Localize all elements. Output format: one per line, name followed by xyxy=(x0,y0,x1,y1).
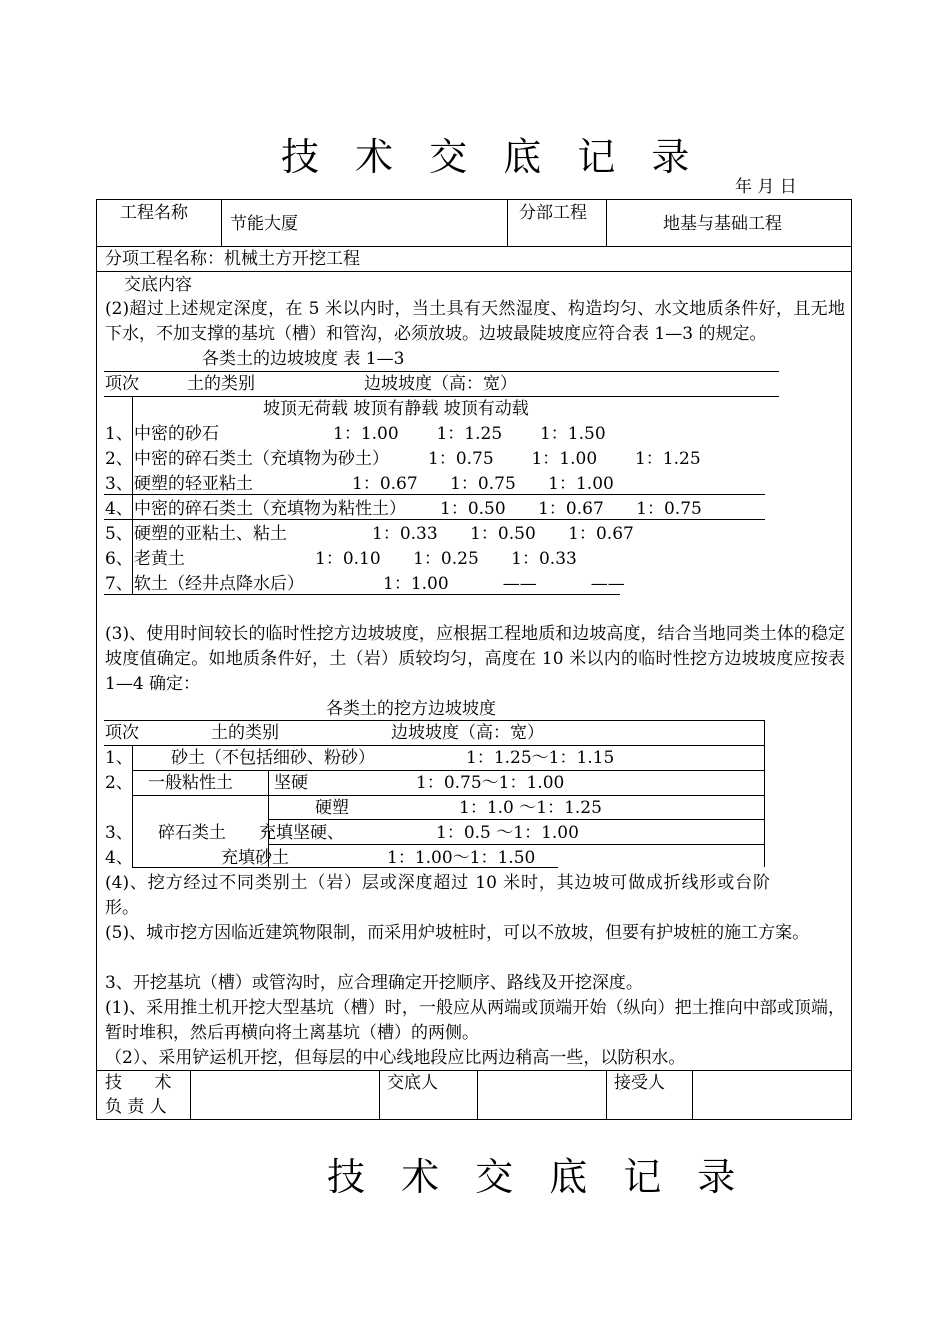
paragraph-3: (3)、使用时间较长的临时性挖方边坡坡度，应根据工程地质和边坡高度，结合当地同类土体的稳定坡度值确定。如地质条件好，土（岩）质较均匀，高度在 10 米以内的临时性挖方边坡坡度应按表 1—4 确定： xyxy=(105,624,845,694)
project-name-label: 工程名称 xyxy=(120,203,188,223)
table1-row-line xyxy=(104,494,765,495)
table2-row2-value: 1：0.75～1：1.00 xyxy=(416,773,565,793)
table2-row3-subtype: 充填坚硬、 xyxy=(259,823,344,843)
table2-row4-subtype: 充填砂土 xyxy=(221,848,289,868)
table2-row2b-subtype: 硬塑 xyxy=(315,798,349,818)
table1-header-type: 土的类别 xyxy=(187,374,255,394)
table2-row1-value: 1：1.25～1：1.15 xyxy=(466,748,615,768)
frame-left xyxy=(96,199,97,1119)
footer-divider-1 xyxy=(190,1070,191,1119)
table1-row-no: 7、 xyxy=(105,574,133,594)
table1-row-no: 6、 xyxy=(105,549,133,569)
table2-header-no: 项次 xyxy=(105,723,139,743)
section-3-item-1: (1)、采用推土机开挖大型基坑（槽）时，一般应从两端或顶端开始（纵向）把土推向中部或顶端，暂时堆积，然后再横向将土离基坑（槽）的两侧。 xyxy=(105,998,845,1043)
table1-row-no: 4、 xyxy=(105,499,133,519)
table2-row2b-value: 1：1.0 ～1：1.25 xyxy=(459,798,602,818)
table2-header-slope: 边坡坡度（高：宽） xyxy=(391,723,544,743)
receiver-label: 接受人 xyxy=(614,1073,665,1093)
table1-row-type: 硬塑的亚粘土、粘土 xyxy=(134,524,287,544)
table1-subheader: 坡顶无荷载 坡顶有静载 坡顶有动载 xyxy=(263,399,529,419)
table2-row2-type: 一般粘性土 xyxy=(148,773,233,793)
footer-divider-2 xyxy=(379,1070,380,1119)
footer-divider-5 xyxy=(692,1070,693,1119)
table1-row-type: 中密的砂石 xyxy=(134,424,219,444)
section-3: 3、开挖基坑（槽）或管沟时，应合理确定开挖顺序、路线及开挖深度。 xyxy=(105,973,643,993)
table2-row4-value: 1：1.00～1：1.50 xyxy=(387,848,536,868)
table1-bottom-line xyxy=(104,594,620,595)
table1-row-values: 1：0.75 1：1.00 1：1.25 xyxy=(428,449,701,469)
table1-row-no: 5、 xyxy=(105,524,133,544)
frame-top xyxy=(96,199,852,200)
paragraph-2: (2)超过上述规定深度，在 5 米以内时，当土具有天然湿度、构造均匀、水文地质条件好，且无地下水，不加支撑的基坑（槽）和管沟，必须放坡。边坡最陡坡度应符合表 1—3 的规定。 xyxy=(105,299,845,344)
table1-row-type: 老黄土 xyxy=(134,549,185,569)
table2-row2-subtype: 坚硬 xyxy=(274,773,308,793)
table2-caption: 各类土的挖方边坡坡度 xyxy=(326,699,496,719)
section-3-item-2: （2）、采用铲运机开挖，但每层的中心线地段应比两边稍高一些，以防积水。 xyxy=(105,1048,686,1068)
footer-divider-3 xyxy=(477,1070,478,1119)
tech-lead-label-line2: 负 责 人 xyxy=(105,1097,167,1117)
date-label: 年 月 日 xyxy=(735,177,797,197)
tech-lead-label-line1: 技 术 xyxy=(105,1073,172,1093)
paragraph-5: (5)、城市挖方因临近建筑物限制，而采用炉坡桩时，可以不放坡，但要有护坡桩的施工方案。 xyxy=(105,923,810,943)
table2-row1-no: 1、 xyxy=(105,748,133,768)
frame-right xyxy=(851,199,852,1119)
subitem-name: 分项工程名称：机械土方开挖工程 xyxy=(105,249,360,269)
header-divider-1 xyxy=(221,199,222,246)
handover-label: 交底人 xyxy=(387,1073,438,1093)
division-value: 地基与基础工程 xyxy=(663,214,782,234)
table2-bottom-line xyxy=(132,867,558,868)
header-divider-2 xyxy=(507,199,508,246)
table1-header-slope: 边坡坡度（高：宽） xyxy=(364,374,517,394)
table2-header-type: 土的类别 xyxy=(211,723,279,743)
table2-row3-value: 1：0.5 ～1：1.00 xyxy=(436,823,579,843)
table1-row-type: 硬塑的轻亚粘土 xyxy=(134,474,253,494)
table1-row-type: 软土（经井点降水后） xyxy=(134,574,304,594)
table1-row-type: 中密的碎石类土（充填物为粘性土） xyxy=(134,499,406,519)
paragraph-4: (4)、挖方经过不同类别土（岩）层或深度超过 10 米时，其边坡可做成折线形或台阶形。 xyxy=(105,873,770,918)
table2-row-line xyxy=(132,795,765,796)
footer-divider-4 xyxy=(606,1070,607,1119)
table1-row-values: 1：0.33 1：0.50 1：0.67 xyxy=(372,524,634,544)
table2-row-line xyxy=(268,819,765,820)
table1-row-line xyxy=(104,519,765,520)
project-name-value: 节能大厦 xyxy=(230,214,298,234)
table2-row3-no: 3、 xyxy=(105,823,133,843)
table1-caption: 各类土的边坡坡度 表 1—3 xyxy=(202,349,405,369)
table2-row1-type: 砂土（不包括细砂、粉砂） xyxy=(171,748,375,768)
table1-row-type: 中密的碎石类土（充填物为砂土） xyxy=(134,449,389,469)
table2-row-line xyxy=(268,844,765,845)
table1-row-no: 1、 xyxy=(105,424,133,444)
table2-row3-type: 碎石类土 xyxy=(158,823,226,843)
document-title: 技 术 交 底 记 录 xyxy=(281,135,702,179)
division-label: 分部工程 xyxy=(519,203,587,223)
table1-row-values: 1：1.00 1：1.25 1：1.50 xyxy=(333,424,606,444)
table2-row2-no: 2、 xyxy=(105,773,133,793)
table1-row-values: 1：0.50 1：0.67 1：0.75 xyxy=(440,499,702,519)
document-title-repeat: 技 术 交 底 记 录 xyxy=(327,1155,748,1199)
table1-header-no: 项次 xyxy=(105,374,139,394)
header-divider-3 xyxy=(606,199,607,246)
content-label: 交底内容 xyxy=(124,275,192,295)
table1-row-no: 3、 xyxy=(105,474,133,494)
table2-row4-no: 4、 xyxy=(105,848,133,868)
table1-row-no: 2、 xyxy=(105,449,133,469)
table1-row-values: 1：0.10 1：0.25 1：0.33 xyxy=(315,549,577,569)
table1-row-values: 1：1.00 —— —— xyxy=(383,574,625,594)
table1-row-values: 1：0.67 1：0.75 1：1.00 xyxy=(352,474,614,494)
frame-bottom xyxy=(96,1119,852,1120)
